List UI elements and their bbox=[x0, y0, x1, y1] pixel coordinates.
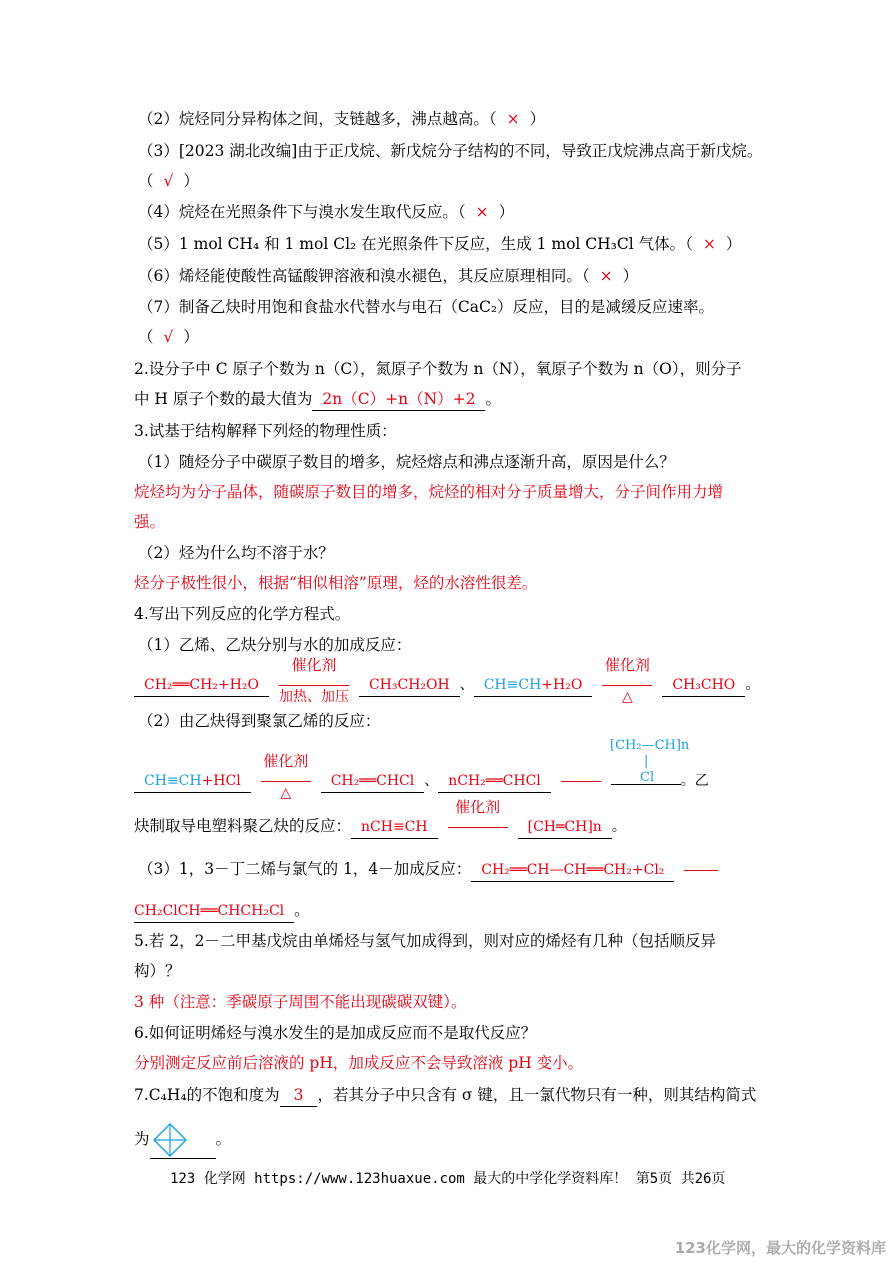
reaction-1-reactants: CH₂══CH₂+H₂O bbox=[134, 674, 269, 697]
heat-symbol: △ bbox=[621, 689, 633, 705]
question-7-line1 bbox=[134, 1084, 756, 1107]
question-5-line2: 构）？ bbox=[134, 962, 181, 980]
catalyst-label: 催化剂 bbox=[455, 798, 501, 816]
item-6-text: （6）烯烃能使酸性高锰酸钾溶液和溴水褪色，其反应原理相同。（ bbox=[138, 267, 590, 285]
question-3-2: （2）烃为什么均不溶于水？ bbox=[138, 544, 334, 562]
reaction-6-product: CH₂ClCH══CHCH₂Cl bbox=[134, 900, 294, 923]
item-2-text: （2）烷烃同分异构体之间，支链越多，沸点越高。（ bbox=[138, 110, 497, 128]
question-4-1: （1）乙烯、乙炔分别与水的加成反应： bbox=[138, 636, 412, 654]
cross-mark: × bbox=[599, 267, 613, 285]
close-paren: ） bbox=[183, 328, 199, 346]
reaction-2-reactant: CH≡CH bbox=[483, 677, 542, 693]
answer-3-2: 烃分子极性很小，根据“相似相溶”原理，烃的水溶性很差。 bbox=[134, 574, 538, 592]
item-3-answer bbox=[138, 170, 199, 192]
watermark: 123化学网，最大的化学资料库 bbox=[674, 1239, 886, 1257]
reaction-4-reactant: nCH₂══CHCl bbox=[438, 770, 551, 793]
polymer-chlorine: Cl bbox=[640, 770, 655, 785]
reaction-6-arrow bbox=[674, 858, 728, 880]
item-5-text: （5）1 mol CH₄ 和 1 mol Cl₂ 在光照条件下反应，生成 1 mol CH₃Cl 气体。（ bbox=[138, 235, 693, 253]
question-5-line1: 5.若 2，2－二甲基戊烷由单烯烃与氢气加成得到，则对应的烯烃有几种（包括顺反异 bbox=[134, 932, 716, 950]
question-3-1: （1）随烃分子中碳原子数目的增多，烷烃熔点和沸点逐渐升高，原因是什么？ bbox=[138, 453, 675, 471]
reaction-3-arrow bbox=[251, 752, 321, 801]
period: 。 bbox=[745, 677, 760, 693]
item-7-text: （7）制备乙炔时用饱和食盐水代替水与电石（CaC₂）反应，目的是减缓反应速率。 bbox=[138, 298, 715, 316]
condition-label: 加热、加压 bbox=[278, 689, 349, 705]
reaction-3-reactant: CH≡CH bbox=[144, 773, 202, 789]
heat-symbol: △ bbox=[280, 785, 292, 801]
item-2 bbox=[138, 108, 545, 130]
open-paren: （ bbox=[138, 328, 154, 346]
period: 。 bbox=[485, 390, 501, 408]
answer-5: 3 种（注意：季碳原子周围不能出现碳碳双键）。 bbox=[134, 993, 467, 1011]
tetrahedrane-structure-icon bbox=[152, 1122, 188, 1158]
check-mark: √ bbox=[163, 172, 174, 190]
cross-mark: × bbox=[506, 110, 520, 128]
catalyst-label: 催化剂 bbox=[291, 656, 337, 674]
item-5 bbox=[138, 233, 741, 255]
cross-mark: × bbox=[702, 235, 716, 253]
item-7-answer bbox=[138, 326, 199, 348]
reaction-2-water: +H₂O bbox=[541, 677, 583, 693]
polymer-chain: [CH₂—CH]n bbox=[610, 738, 690, 753]
separator: 、 bbox=[424, 773, 439, 789]
question-4-3-text: （3）1，3－丁二烯与氯气的 1，4－加成反应： bbox=[138, 860, 472, 878]
close-paren: ） bbox=[622, 267, 639, 285]
close-paren: ） bbox=[183, 172, 199, 190]
polymer-structure: [CH₂—CH]n | Cl bbox=[610, 738, 690, 785]
close-paren: ） bbox=[529, 110, 546, 128]
item-7 bbox=[138, 296, 714, 318]
reaction-6-reactants: CH₂══CH—CH══CH₂+Cl₂ bbox=[471, 859, 674, 882]
answer-3-1-line2: 强。 bbox=[134, 513, 166, 531]
reaction-2-arrow bbox=[592, 656, 662, 705]
question-2-line1: 2.设分子中 C 原子个数为 n（C），氮原子个数为 n（N），氧原子个数为 n（O），则分子 bbox=[134, 360, 742, 378]
question-6: 6.如何证明烯烃与溴水发生的是加成反应而不是取代反应？ bbox=[134, 1024, 537, 1042]
close-paren: ） bbox=[725, 235, 742, 253]
close-paren: ） bbox=[498, 203, 515, 221]
reaction-2-product: CH₃CHO bbox=[662, 674, 745, 697]
reaction-3-product: CH₂══CHCl bbox=[321, 770, 425, 793]
question-2-stem: 中 H 原子个数的最大值为 bbox=[134, 390, 313, 408]
period: 。 bbox=[215, 1130, 232, 1148]
reaction-row-3 bbox=[134, 798, 626, 839]
reaction-3-hcl: +HCl bbox=[201, 773, 241, 789]
question-4: 4.写出下列反应的化学方程式。 bbox=[134, 605, 351, 623]
cross-mark: × bbox=[475, 203, 489, 221]
question-7-continuation: ，若其分子中只含有 σ 键，且一氯代物只有一种，则其结构简式 bbox=[317, 1086, 757, 1104]
answer-6: 分别测定反应前后溶液的 pH，加成反应不会导致溶液 pH 变小。 bbox=[134, 1054, 584, 1072]
item-4 bbox=[138, 201, 514, 223]
item-6 bbox=[138, 265, 638, 287]
answer-blank: 2n（C）+n（N）+2 bbox=[312, 388, 485, 411]
question-4-2: （2）由乙炔得到聚氯乙烯的反应： bbox=[138, 712, 381, 730]
question-7-stem: 7.C₄H₄的不饱和度为 bbox=[134, 1086, 280, 1104]
reaction-4-arrow bbox=[551, 770, 611, 792]
answer-7-structure bbox=[150, 1122, 216, 1159]
reaction-5-reactant: nCH≡CH bbox=[351, 816, 438, 839]
reaction-6-line2 bbox=[134, 899, 310, 923]
question-7-prefix: 为 bbox=[134, 1130, 150, 1148]
reaction-5-arrow bbox=[438, 798, 518, 838]
period: 。 bbox=[611, 819, 626, 835]
question-2-line2 bbox=[134, 388, 501, 411]
reaction-3-blank bbox=[134, 770, 251, 793]
open-paren: （ bbox=[138, 172, 154, 190]
answer-7-degree: 3 bbox=[280, 1084, 318, 1107]
question-4-3 bbox=[138, 858, 728, 882]
period: 。 bbox=[294, 901, 310, 919]
question-3: 3.试基于结构解释下列烃的物理性质： bbox=[134, 422, 397, 440]
page-footer: 123 化学网 https://www.123huaxue.com 最大的中学化学资料库！ 第5页 共26页 bbox=[170, 1171, 726, 1187]
reaction-1-arrow bbox=[269, 656, 359, 705]
question-4-polyacetylene: 炔制取导电塑料聚乙炔的反应： bbox=[134, 817, 352, 835]
item-4-text: （4）烷烃在光照条件下与溴水发生取代反应。（ bbox=[138, 203, 466, 221]
reaction-2-blank bbox=[474, 674, 593, 697]
reaction-1-product: CH₃CH₂OH bbox=[359, 674, 460, 697]
reaction-5-product: [CH═CH]n bbox=[518, 816, 612, 839]
question-7-line2 bbox=[134, 1122, 231, 1159]
check-mark: √ bbox=[163, 328, 174, 346]
reaction-row-1 bbox=[134, 656, 760, 705]
separator: 、 bbox=[459, 677, 474, 693]
catalyst-label: 催化剂 bbox=[263, 752, 309, 770]
answer-3-1-line1: 烷烃均为分子晶体，随碳原子数目的增多，烷烃的相对分子质量增大，分子间作用力增 bbox=[134, 483, 724, 501]
line-end: 。乙 bbox=[680, 773, 709, 789]
item-3-text: （3）[2023 湖北改编]由于正戊烷、新戊烷分子结构的不同，导致正戊烷沸点高于新戊烷。 bbox=[138, 142, 763, 160]
item-3 bbox=[138, 140, 762, 162]
catalyst-label: 催化剂 bbox=[604, 656, 650, 674]
